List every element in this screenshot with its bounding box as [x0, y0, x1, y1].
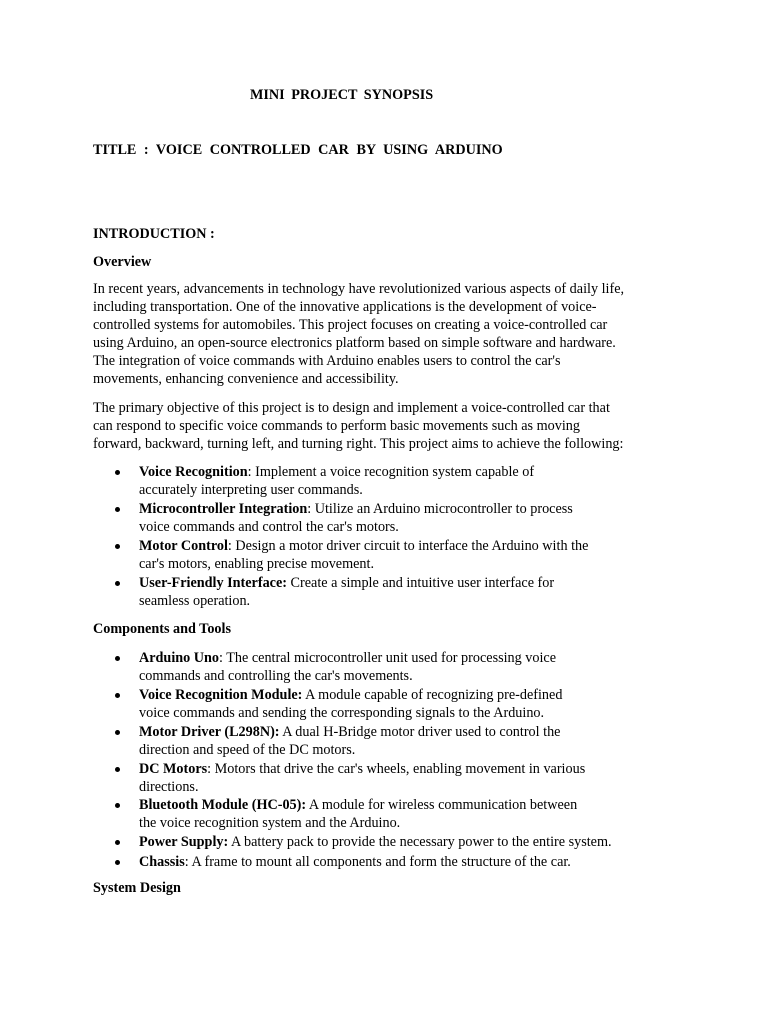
bullet-icon	[115, 860, 120, 865]
bullet-icon	[115, 544, 120, 549]
list-item	[139, 500, 573, 518]
list-item-term: Motor Driver (L298N):	[139, 724, 280, 740]
components-heading: Components and Tools	[93, 621, 231, 637]
bullet-icon	[115, 840, 120, 845]
paragraph-line: including transportation. One of the innovative applications is the development of voice-	[93, 299, 597, 315]
doc-title: MINI PROJECT SYNOPSIS	[250, 87, 434, 103]
list-item-continuation: commands and controlling the car's movements.	[139, 668, 413, 684]
list-item-continuation: voice commands and sending the corresponding signals to the Arduino.	[139, 705, 545, 721]
project-title: TITLE : VOICE CONTROLLED CAR BY USING ARDUINO	[93, 142, 503, 158]
list-item-term: Voice Recognition Module:	[139, 687, 303, 703]
bullet-icon	[115, 581, 120, 586]
paragraph-line: movements, enhancing convenience and accessibility.	[93, 371, 399, 387]
list-item-text: : The central microcontroller unit used for processing voice	[219, 650, 557, 666]
list-item-term: Motor Control	[139, 538, 228, 554]
list-item-continuation: voice commands and control the car's motors.	[139, 519, 399, 535]
bullet-icon	[115, 803, 120, 808]
bullet-icon	[115, 730, 120, 735]
list-item-text: : Motors that drive the car's wheels, enabling movement in various	[207, 761, 586, 777]
list-item-text: : A frame to mount all components and form the structure of the car.	[184, 854, 571, 870]
bullet-icon	[115, 693, 120, 698]
list-item-term: Bluetooth Module (HC-05):	[139, 797, 307, 813]
paragraph-line: can respond to specific voice commands to perform basic movements such as moving	[93, 418, 580, 434]
list-item	[139, 796, 577, 814]
list-item	[139, 686, 562, 704]
list-item-term: Power Supply:	[139, 834, 229, 850]
list-item	[139, 574, 554, 592]
list-item-text: : Implement a voice recognition system capable of	[247, 464, 535, 480]
list-item-text: : Utilize an Arduino microcontroller to process	[307, 501, 573, 517]
bullet-icon	[115, 470, 120, 475]
bullet-icon	[115, 656, 120, 661]
list-item-continuation: accurately interpreting user commands.	[139, 482, 363, 498]
overview-heading: Overview	[93, 254, 152, 270]
list-item	[139, 853, 571, 871]
list-item-text: A module capable of recognizing pre-defined	[302, 687, 563, 703]
system-design-heading: System Design	[93, 880, 181, 896]
list-item-text: Create a simple and intuitive user interface for	[287, 575, 555, 591]
list-item-text: A module for wireless communication between	[306, 797, 578, 813]
bullet-icon	[115, 767, 120, 772]
list-item	[139, 537, 588, 555]
introduction-heading: INTRODUCTION :	[93, 226, 215, 242]
list-item-text: A dual H-Bridge motor driver used to control the	[279, 724, 561, 740]
paragraph-line: The primary objective of this project is to design and implement a voice-controlled car that	[93, 400, 610, 416]
paragraph-line: In recent years, advancements in technology have revolutionized various aspects of daily life,	[93, 281, 625, 297]
paragraph-line: forward, backward, turning left, and turning right. This project aims to achieve the following:	[93, 436, 624, 452]
paragraph-line: The integration of voice commands with Arduino enables users to control the car's	[93, 353, 561, 369]
list-item-term: Voice Recognition	[139, 464, 248, 480]
list-item	[139, 649, 556, 667]
bullet-icon	[115, 507, 120, 512]
paragraph-line: controlled systems for automobiles. This project focuses on creating a voice-controlled car	[93, 317, 608, 333]
list-item-text: A battery pack to provide the necessary power to the entire system.	[228, 834, 612, 850]
list-item	[139, 833, 612, 851]
list-item	[139, 723, 560, 741]
list-item-text: : Design a motor driver circuit to interface the Arduino with the	[227, 538, 589, 554]
list-item	[139, 760, 585, 778]
list-item-term: Microcontroller Integration	[139, 501, 308, 517]
list-item-continuation: directions.	[139, 779, 199, 795]
list-item	[139, 463, 534, 481]
list-item-continuation: direction and speed of the DC motors.	[139, 742, 356, 758]
list-item-term: User-Friendly Interface:	[139, 575, 287, 591]
list-item-term: Arduino Uno	[139, 650, 220, 666]
list-item-continuation: car's motors, enabling precise movement.	[139, 556, 375, 572]
list-item-term: DC Motors	[139, 761, 208, 777]
list-item-continuation: seamless operation.	[139, 593, 251, 609]
list-item-continuation: the voice recognition system and the Arduino.	[139, 815, 401, 831]
list-item-term: Chassis	[139, 854, 185, 870]
paragraph-line: using Arduino, an open-source electronics platform based on simple software and hardware.	[93, 335, 616, 351]
